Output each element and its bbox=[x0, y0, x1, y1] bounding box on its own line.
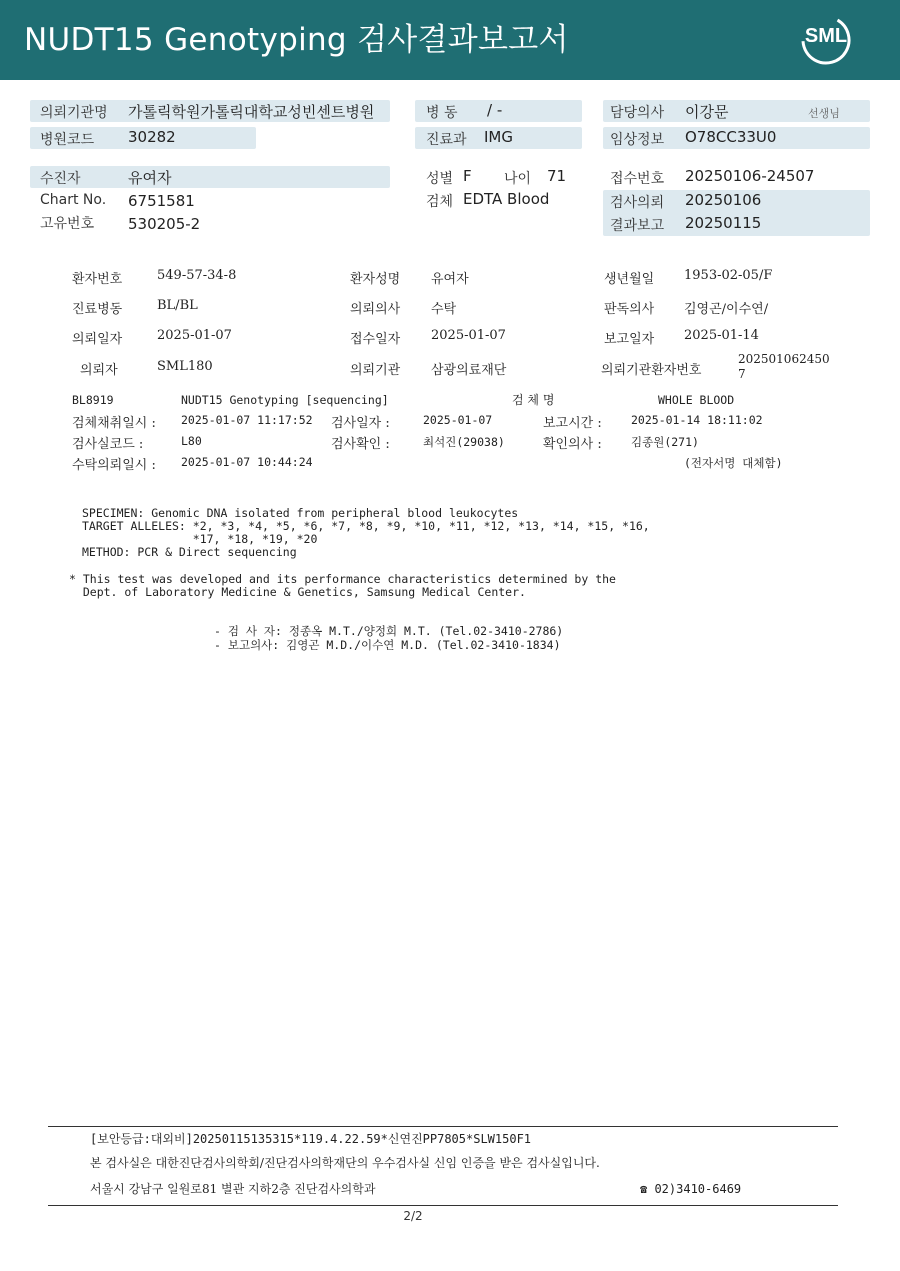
receipt-date-value: 2025-01-07 bbox=[431, 328, 506, 343]
sml-logo-text: SML bbox=[804, 25, 848, 47]
ward-value: / - bbox=[487, 101, 503, 119]
pt-no-value: 549-57-34-8 bbox=[157, 268, 237, 283]
cert-line: 본 검사실은 대한진단검사의학회/진단검사의학재단의 우수검사실 신임 인증을 받은 검사실입니다. bbox=[90, 1156, 600, 1170]
body-line-specimen: SPECIMEN: Genomic DNA isolated from peripheral blood leukocytes bbox=[82, 506, 519, 520]
pt-no-label: 환자번호 bbox=[72, 272, 123, 287]
patient-bar bbox=[30, 166, 390, 188]
security-line: [보안등급:대외비]20250115135315*119.4.22.59*신연진PP7805*SLW150F1 bbox=[90, 1132, 532, 1146]
receipt-date-label: 접수일자 bbox=[350, 332, 401, 347]
report-date-label: 보고일자 bbox=[604, 332, 655, 347]
clinic-ward-label: 진료병동 bbox=[72, 302, 123, 317]
req-org-pt-no-label: 의뢰기관환자번호 bbox=[601, 363, 702, 378]
read-doctor-value: 김영곤/이수연/ bbox=[684, 302, 769, 317]
test-req-value: 20250106 bbox=[685, 191, 762, 209]
patient-value: 유여자 bbox=[128, 169, 172, 187]
confirm-doc-label: 확인의사 : bbox=[543, 437, 602, 452]
test-name: NUDT15 Genotyping [sequencing] bbox=[181, 393, 389, 407]
req-date-label: 의뢰일자 bbox=[72, 332, 123, 347]
specimen-value: EDTA Blood bbox=[463, 190, 550, 208]
report-time-label: 보고시간 : bbox=[543, 416, 602, 431]
test-date-label: 검사일자 : bbox=[331, 416, 390, 431]
receipt-label: 접수번호 bbox=[610, 171, 665, 187]
doctor-suffix: 선생님 bbox=[808, 107, 840, 120]
pt-name-label: 환자성명 bbox=[350, 272, 401, 287]
age-label: 나이 bbox=[504, 171, 532, 187]
requester-label: 의뢰자 bbox=[80, 363, 118, 378]
sex-label: 성별 bbox=[426, 171, 454, 187]
body-line-alleles-cont: *17, *18, *19, *20 bbox=[82, 532, 318, 546]
specimen-label: 검체 bbox=[426, 194, 454, 210]
result-label: 결과보고 bbox=[610, 218, 665, 234]
confirm-doc-value: 김종원(271) bbox=[631, 435, 699, 449]
clinical-label: 임상정보 bbox=[610, 132, 665, 148]
specimen-name-value: WHOLE BLOOD bbox=[658, 393, 735, 407]
lab-code-value: L80 bbox=[181, 434, 202, 448]
body-line-method: METHOD: PCR & Direct sequencing bbox=[82, 545, 297, 559]
dob-value: 1953-02-05/F bbox=[684, 268, 773, 283]
footer-divider-top bbox=[48, 1126, 838, 1127]
dept-value: IMG bbox=[484, 128, 513, 146]
report-date-value: 2025-01-14 bbox=[684, 328, 759, 343]
result-value: 20250115 bbox=[685, 214, 762, 232]
pt-name-value: 유여자 bbox=[431, 272, 469, 287]
req-org-pt-no-value-1: 202501062450 bbox=[738, 352, 830, 366]
test-code: BL8919 bbox=[72, 393, 114, 407]
ward-label: 병 동 bbox=[426, 105, 458, 121]
collect-label: 검체채취일시 : bbox=[72, 416, 156, 431]
address-line: 서울시 강남구 일원로81 별관 지하2층 진단검사의학과 bbox=[90, 1182, 376, 1196]
clinic-ward-value: BL/BL bbox=[157, 298, 198, 313]
report-title: NUDT15 Genotyping 검사결과보고서 bbox=[24, 22, 569, 58]
specimen-name-label: 검 체 명 bbox=[512, 393, 555, 407]
consign-value: 2025-01-07 10:44:24 bbox=[181, 455, 313, 469]
sex-value: F bbox=[463, 167, 472, 185]
patient-label: 수진자 bbox=[40, 171, 81, 187]
consign-label: 수탁의뢰일시 : bbox=[72, 458, 156, 473]
req-doctor-value: 수탁 bbox=[431, 302, 457, 317]
phone-line: ☎ 02)3410-6469 bbox=[640, 1182, 742, 1196]
test-req-label: 검사의뢰 bbox=[610, 195, 665, 211]
test-date-value: 2025-01-07 bbox=[423, 413, 493, 427]
confirm-label: 검사확인 : bbox=[331, 437, 390, 452]
footer-divider-bottom bbox=[48, 1205, 838, 1206]
report-time-value: 2025-01-14 18:11:02 bbox=[631, 413, 763, 427]
chart-value: 6751581 bbox=[128, 192, 195, 210]
staff-line-tester: - 검 사 자: 정종옥 M.T./양정희 M.T. (Tel.02-3410-2786) bbox=[214, 624, 564, 638]
chart-label: Chart No. bbox=[40, 192, 107, 208]
uid-label: 고유번호 bbox=[40, 216, 95, 232]
requester-value: SML180 bbox=[157, 359, 213, 374]
age-value: 71 bbox=[547, 167, 567, 185]
confirm-value: 최석진(29038) bbox=[423, 435, 505, 449]
dob-label: 생년월일 bbox=[604, 272, 655, 287]
page-number: 2/2 bbox=[403, 1209, 423, 1223]
req-org-pt-no-value-2: 7 bbox=[738, 367, 746, 381]
clinical-value: O78CC33U0 bbox=[685, 128, 777, 146]
note-line-1: * This test was developed and its performance characteristics determined by the bbox=[69, 572, 616, 586]
esign-note: (전자서명 대체함) bbox=[684, 456, 783, 470]
req-org-value: 가톨릭학원가톨릭대학교성빈센트병원 bbox=[128, 103, 375, 121]
body-line-alleles: TARGET ALLELES: *2, *3, *4, *5, *6, *7, *8, *9, *10, *11, *12, *13, *14, *15, *16, bbox=[82, 519, 650, 533]
lab-code-label: 검사실코드 : bbox=[72, 437, 144, 452]
doctor-label: 담당의사 bbox=[610, 105, 665, 121]
uid-value: 530205-2 bbox=[128, 215, 201, 233]
hosp-code-value: 30282 bbox=[128, 128, 176, 146]
receipt-value: 20250106-24507 bbox=[685, 167, 815, 185]
note-line-2: Dept. of Laboratory Medicine & Genetics, Samsung Medical Center. bbox=[69, 585, 526, 599]
read-doctor-label: 판독의사 bbox=[604, 302, 655, 317]
req-org2-value: 삼광의료재단 bbox=[431, 363, 507, 378]
req-doctor-label: 의뢰의사 bbox=[350, 302, 401, 317]
dept-label: 진료과 bbox=[426, 132, 467, 148]
req-date-value: 2025-01-07 bbox=[157, 328, 232, 343]
req-org2-label: 의뢰기관 bbox=[350, 363, 401, 378]
hosp-code-label: 병원코드 bbox=[40, 132, 95, 148]
staff-line-reporter: - 보고의사: 김영곤 M.D./이수연 M.D. (Tel.02-3410-1834) bbox=[214, 638, 561, 652]
req-org-label: 의뢰기관명 bbox=[40, 105, 108, 121]
doctor-value: 이강문 bbox=[685, 103, 729, 121]
collect-value: 2025-01-07 11:17:52 bbox=[181, 413, 313, 427]
